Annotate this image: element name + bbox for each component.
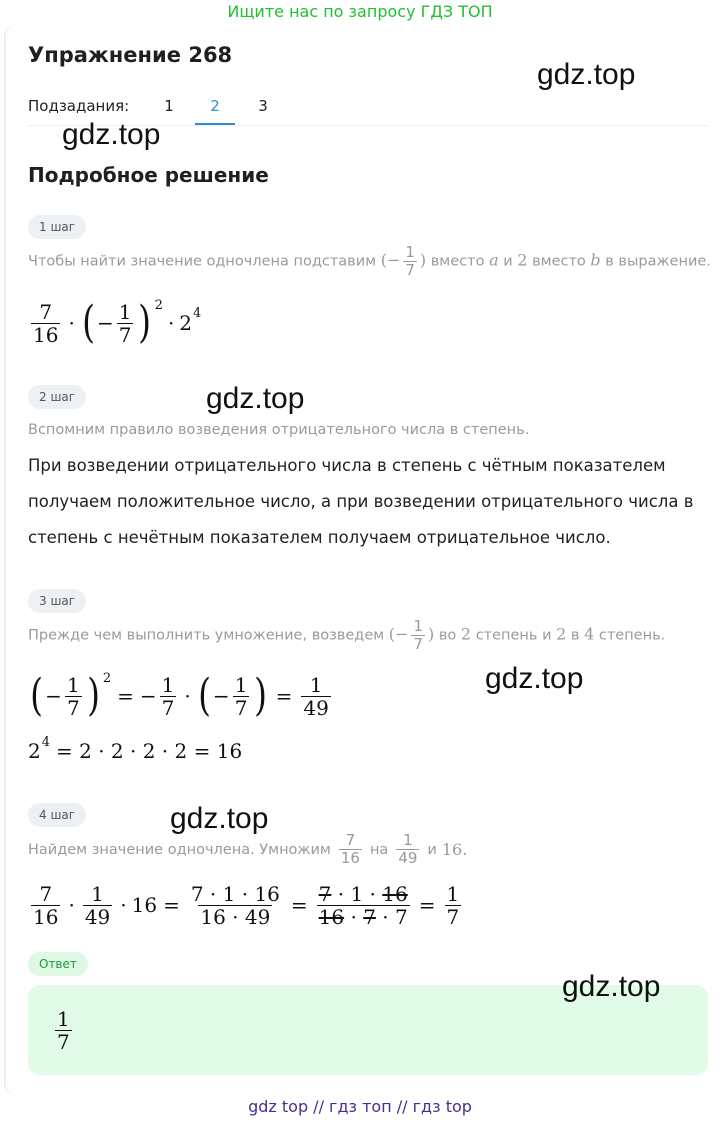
watermark: gdz.top — [562, 970, 661, 1003]
step-1-badge: 1 шаг — [28, 215, 86, 239]
tab-subtask-1[interactable]: 1 — [164, 97, 174, 115]
step-2-rule-text: При возведении отрицательного числа в степень с чётным показателем получаем положительное число, а при возведении отрицательного числа в степень с нечётным показателем получаем отрицательное число. — [28, 456, 694, 547]
step-1-expression: $\frac{7}{16}$ · ( − $\frac{1}{7}$ ) 2 · 2 4 — [33, 297, 202, 348]
subtasks-label: Подзадания: — [28, 97, 130, 115]
watermark: gdz.top — [62, 118, 161, 151]
step-3-line-2: 2 4 = 2 · 2 · 2 · 2 = 16 — [28, 734, 243, 763]
step-4-expression: $\frac{7}{16}$ · $\frac{1}{49}$ · 16 = $\frac{7 \cdot 1 \cdot 16}{16 \cdot 49}$ = $\frac{7 \cdot 1 \cdot 16}{16 \cdot 7 \cdot 7}$ = $\frac{1}{7}$ — [33, 881, 460, 929]
watermark: gdz.top — [206, 382, 305, 415]
tab-subtask-2[interactable]: 2 — [210, 97, 220, 115]
watermark: gdz.top — [485, 662, 584, 695]
step-1-hint: Чтобы найти значение одночлена подставим (− $\frac{1}{7}$ ) вместо a и 2 вместо b в выражение. — [28, 243, 711, 279]
step-4-hint: Найдем значение одночлена. Умножим $\frac{7}{16}$ на $\frac{1}{49}$ и 16. — [28, 831, 468, 867]
watermark: gdz.top — [170, 802, 269, 835]
watermark: gdz.top — [537, 58, 636, 91]
step-3-badge: 3 шаг — [28, 589, 86, 613]
step-2-badge: 2 шаг — [28, 385, 86, 409]
step-3-hint: Прежде чем выполнить умножение, возведем (− $\frac{1}{7}$ ) во 2 степень и 2 в 4 степень. — [28, 617, 666, 653]
top-banner[interactable]: Ищите нас по запросу ГДЗ ТОП — [227, 2, 493, 21]
tab-subtask-3[interactable]: 3 — [258, 97, 268, 115]
step-4-badge: 4 шаг — [28, 803, 86, 827]
answer-value: $\frac{1}{7}$ — [57, 1006, 70, 1054]
page-title: Упражнение 268 — [28, 43, 233, 67]
footer-links[interactable]: gdz top // гдз топ // гдз top — [248, 1097, 472, 1116]
section-title: Подробное решение — [28, 163, 269, 187]
step-2-hint: Вспомним правило возведения отрицательного числа в степень. — [28, 422, 530, 438]
answer-badge: Ответ — [28, 952, 88, 976]
step-3-line-1: ( − $\frac{1}{7}$ ) 2 = − $\frac{1}{7}$ · ( − $\frac{1}{7}$ ) = $\frac{1}{49}$ — [30, 670, 329, 721]
